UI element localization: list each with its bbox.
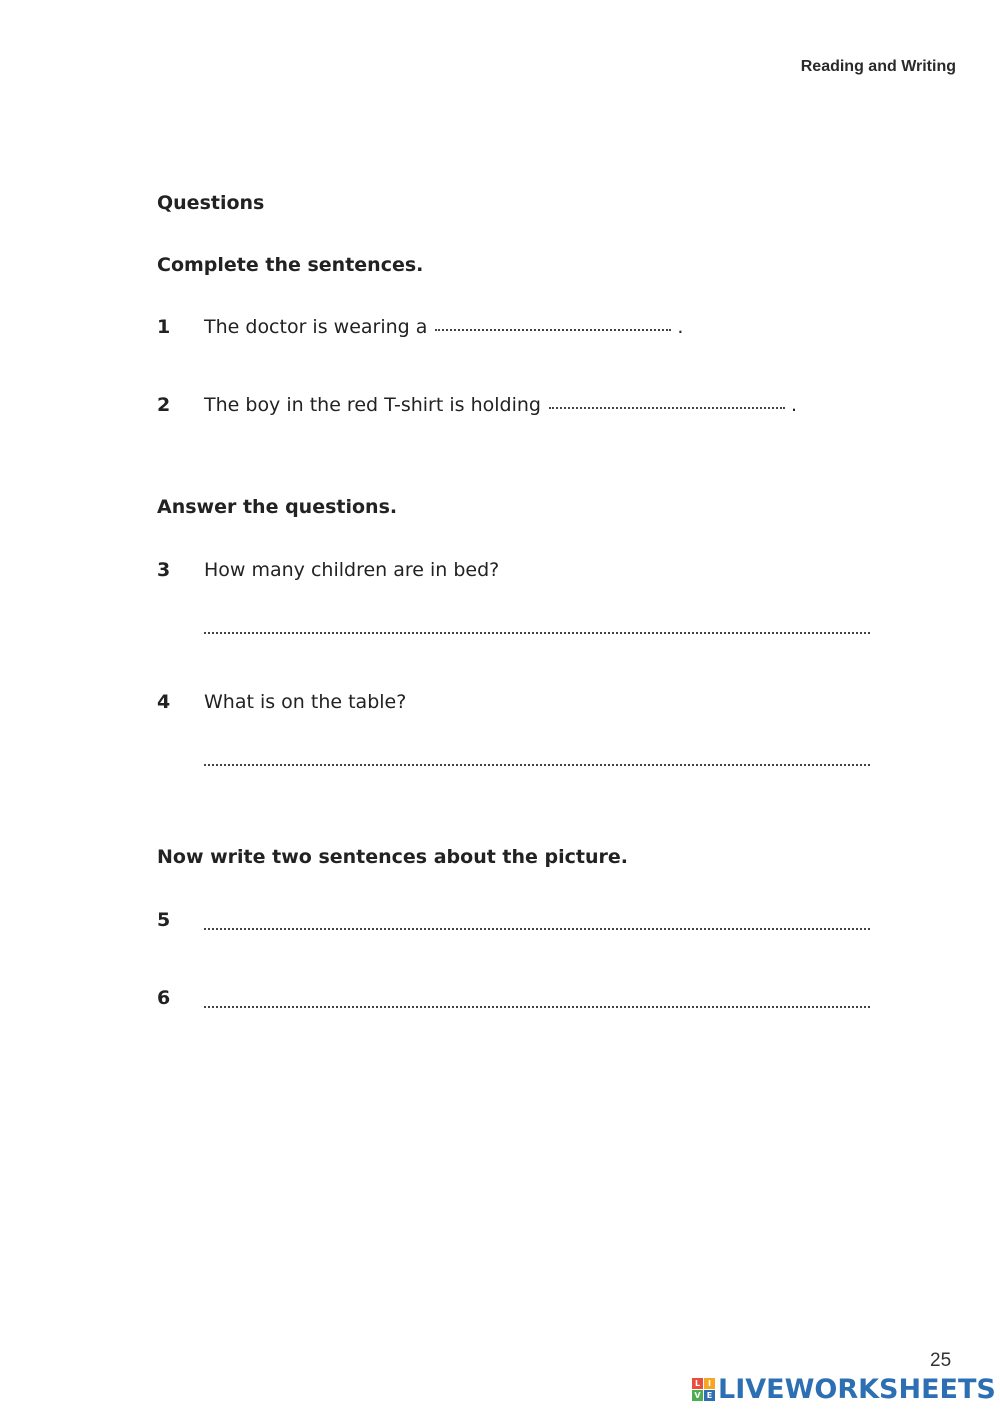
- item-2-end: .: [790, 394, 797, 416]
- liveworksheets-wordmark: LIVEWORKSHEETS: [718, 1374, 996, 1405]
- item-2-answer-blank[interactable]: [549, 407, 785, 409]
- item-2-sentence: [204, 394, 797, 416]
- logo-letter-e: E: [704, 1390, 715, 1401]
- liveworksheets-logo: [692, 1374, 996, 1405]
- item-3-question: [204, 559, 499, 581]
- item-6-number: 6: [157, 987, 171, 1009]
- answer-questions-heading: Answer the questions.: [157, 496, 398, 518]
- item-1-sentence: [204, 316, 683, 338]
- item-3-text: How many children are in bed?: [204, 559, 500, 581]
- item-4-answer-line[interactable]: [204, 764, 870, 766]
- questions-heading: Questions: [157, 192, 265, 214]
- logo-letter-i: I: [704, 1378, 715, 1389]
- logo-letter-v: V: [692, 1390, 703, 1401]
- item-2-text: The boy in the red T-shirt is holding: [204, 394, 541, 416]
- item-3-number: 3: [157, 559, 171, 581]
- item-1-number: 1: [157, 316, 171, 338]
- item-1-text: The doctor is wearing a: [204, 316, 428, 338]
- section-header: Reading and Writing: [800, 58, 956, 75]
- complete-sentences-heading: Complete the sentences.: [157, 254, 424, 276]
- item-5-number: 5: [157, 909, 171, 931]
- liveworksheets-icon: [692, 1378, 715, 1401]
- item-1-answer-blank[interactable]: [435, 329, 671, 331]
- item-3-answer-line[interactable]: [204, 632, 870, 634]
- item-5-answer-line[interactable]: [204, 928, 870, 930]
- item-4-text: What is on the table?: [204, 691, 407, 713]
- item-4-number: 4: [157, 691, 171, 713]
- logo-letter-l: L: [692, 1378, 703, 1389]
- write-sentences-heading: Now write two sentences about the picture.: [157, 846, 629, 868]
- item-2-number: 2: [157, 394, 171, 416]
- item-4-question: [204, 691, 406, 713]
- item-1-end: .: [677, 316, 684, 338]
- item-6-answer-line[interactable]: [204, 1006, 870, 1008]
- page-number: 25: [930, 1350, 952, 1371]
